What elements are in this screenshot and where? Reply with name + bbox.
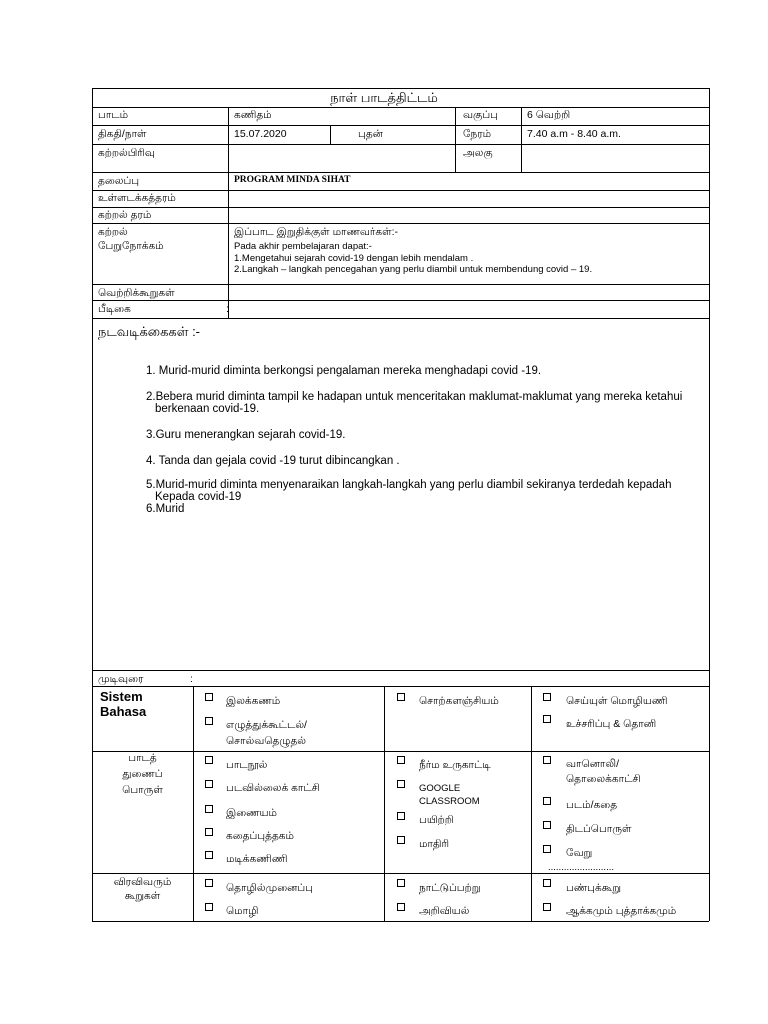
topic-label: தலைப்பு	[98, 175, 140, 187]
learning-area-label: கற்றல்பிரிவு	[98, 147, 155, 159]
checkbox[interactable]	[397, 693, 405, 701]
checkbox[interactable]	[205, 693, 213, 701]
border	[92, 88, 709, 89]
activity-item: 6.Murid	[146, 503, 185, 515]
cross-elements-label: விரவிவரும்	[113, 876, 172, 888]
objective-sub: Pada akhir pembelajaran dapat:-	[234, 241, 372, 252]
option-label: பண்புக்கூறு	[566, 882, 622, 894]
border	[384, 686, 385, 921]
page-title: நாள் பாடத்திட்டம்	[330, 90, 438, 105]
subject-value: கணிதம்	[234, 109, 272, 121]
activity-item: Kepada covid-19	[155, 491, 242, 503]
border	[92, 190, 709, 191]
teaching-aids-label-3: பொருள்	[122, 784, 163, 796]
checkbox[interactable]	[205, 756, 213, 764]
objective-item: 2.Langkah – langkah pencegahan yang perlu diambil untuk membendung covid – 19.	[234, 264, 593, 275]
activity-item: 2.Bebera murid diminta tampil ke hadapan untuk menceritakan maklumat-maklumat yang mereka ketahui	[146, 391, 683, 403]
border	[521, 107, 522, 172]
subject-label: பாடம்	[98, 109, 129, 121]
activity-item: 5.Murid-murid diminta menyenaraikan langkah-langkah yang perlu diambil sekiranya terdedah kepadah	[146, 479, 672, 491]
option-label: தொலைக்காட்சி	[566, 773, 641, 785]
border	[709, 88, 710, 921]
day-value: புதன்	[358, 128, 383, 140]
checkbox[interactable]	[205, 851, 213, 859]
border	[92, 88, 93, 921]
checkbox[interactable]	[543, 756, 551, 764]
checkbox[interactable]	[397, 812, 405, 820]
option-label: மாதிரி	[419, 838, 450, 850]
checkbox[interactable]	[205, 879, 213, 887]
border	[92, 300, 709, 301]
border	[92, 921, 709, 922]
option-label: CLASSROOM	[419, 796, 480, 807]
option-label: பாடநூல்	[226, 759, 268, 771]
option-label: செய்யுள் மொழியணி	[566, 695, 668, 707]
option-label: மொழி	[226, 905, 259, 917]
checkbox[interactable]	[205, 780, 213, 788]
option-label: உச்சரிப்பு & தொனி	[566, 718, 657, 730]
border	[92, 686, 709, 687]
border	[92, 284, 709, 285]
option-label: சொல்வதெழுதல்	[226, 735, 307, 747]
checkbox[interactable]	[397, 836, 405, 844]
time-value: 7.40 a.m - 8.40 a.m.	[527, 128, 621, 140]
option-label: படவில்லைக் காட்சி	[226, 782, 320, 794]
activities-heading: நடவடிக்கைகள் :-	[98, 324, 201, 339]
success-criteria-label: வெற்றிக்கூறுகள்	[98, 287, 175, 299]
checkbox[interactable]	[397, 879, 405, 887]
border	[92, 207, 709, 208]
option-label: சொற்களஞ்சியம்	[419, 695, 499, 707]
option-label: மடிக்கணிணி	[226, 853, 288, 865]
checkbox[interactable]	[205, 903, 213, 911]
border	[193, 686, 194, 921]
option-label: வானொலி/	[566, 758, 619, 770]
option-label: இலக்கணம்	[226, 695, 281, 707]
option-label: கதைப்புத்தகம்	[226, 830, 294, 842]
teaching-aids-label-2: துணைப்	[122, 768, 163, 780]
border	[92, 144, 709, 145]
objective-intro: இப்பாட இறுதிக்குள் மாணவர்கள்:-	[234, 226, 399, 238]
activity-item: 1. Murid-murid diminta berkongsi pengalaman mereka menghadapi covid -19.	[146, 365, 542, 377]
checkbox[interactable]	[205, 717, 213, 725]
introduction-colon: :	[226, 303, 229, 315]
border	[92, 873, 709, 874]
border	[92, 318, 709, 319]
other-blank: .........................	[548, 862, 614, 873]
introduction-label: பீடிகை	[98, 303, 131, 315]
objective-item: 1.Mengetahui sejarah covid-19 dengan lebih mendalam .	[234, 253, 474, 264]
cross-elements-label-2: கூறுகள்	[124, 890, 161, 902]
border	[228, 107, 229, 318]
option-label: திடப்பொருள்	[566, 823, 632, 835]
content-standard-label: உள்ளடக்கத்தரம்	[98, 192, 176, 204]
checkbox[interactable]	[397, 903, 405, 911]
checkbox[interactable]	[543, 845, 551, 853]
checkbox[interactable]	[543, 821, 551, 829]
checkbox[interactable]	[205, 805, 213, 813]
option-label: தொழில்முனைப்பு	[226, 882, 313, 894]
option-label: நீர்ம உருகாட்டி	[419, 759, 491, 771]
date-value: 15.07.2020	[234, 128, 287, 140]
border	[92, 172, 709, 173]
border	[92, 670, 709, 671]
activity-item: 3.Guru menerangkan sejarah covid-19.	[146, 429, 346, 441]
border	[330, 125, 331, 144]
option-label: எழுத்துக்கூட்டல்/	[226, 719, 307, 731]
option-label: இணையம்	[226, 807, 277, 819]
checkbox[interactable]	[397, 756, 405, 764]
teaching-aids-label: பாடத்	[128, 752, 157, 764]
option-label: நாட்டுப்பற்று	[419, 882, 481, 894]
language-system-label-2: Bahasa	[100, 704, 147, 719]
border	[455, 107, 456, 172]
option-label: GOOGLE	[419, 783, 461, 794]
activity-item: berkenaan covid-19.	[155, 403, 260, 415]
checkbox[interactable]	[543, 715, 551, 723]
checkbox[interactable]	[543, 903, 551, 911]
topic-value: PROGRAM MINDA SIHAT	[234, 175, 351, 185]
checkbox[interactable]	[543, 879, 551, 887]
closing-label: முடிவுரை	[98, 673, 144, 685]
activity-item: 4. Tanda dan gejala covid -19 turut dibincangkan .	[146, 455, 400, 467]
option-label: பயிற்றி	[419, 814, 454, 826]
option-label: அறிவியல்	[419, 905, 470, 917]
border	[92, 125, 709, 126]
objective-label: கற்றல்	[98, 226, 128, 238]
option-label: வேறு	[566, 847, 593, 859]
checkbox[interactable]	[205, 828, 213, 836]
language-system-label: Sistem	[100, 689, 143, 704]
class-label: வகுப்பு	[463, 109, 498, 121]
checkbox[interactable]	[543, 797, 551, 805]
date-label: திகதி/நாள்	[98, 128, 147, 140]
checkbox[interactable]	[397, 780, 405, 788]
option-label: படம்/கதை	[566, 799, 618, 811]
learning-standard-label: கற்றல் தரம்	[98, 209, 152, 221]
border	[531, 686, 532, 921]
unit-label: அலகு	[463, 147, 493, 159]
option-label: ஆக்கமும் புத்தாக்கமும்	[566, 905, 677, 917]
closing-colon: :	[190, 673, 193, 685]
border	[92, 223, 709, 224]
checkbox[interactable]	[543, 693, 551, 701]
objective-label-2: பேறுநோக்கம்	[98, 240, 164, 252]
border	[92, 107, 709, 108]
time-label: நேரம்	[463, 128, 492, 140]
class-value: 6 வெற்றி	[527, 109, 571, 121]
